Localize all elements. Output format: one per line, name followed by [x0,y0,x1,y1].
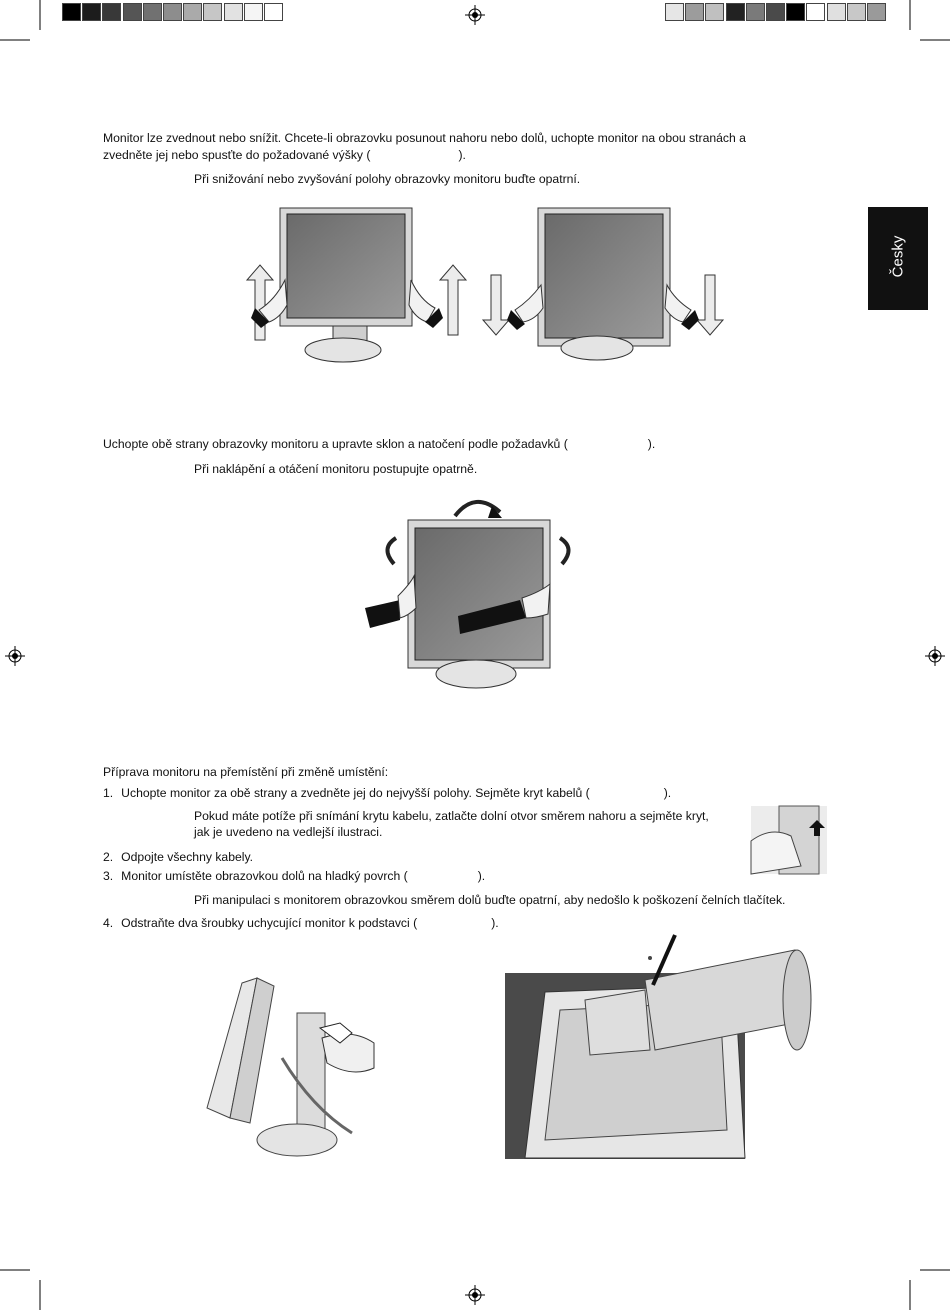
color-swatch [264,3,283,21]
tilt-caution: Při naklápění a otáčení monitoru postupujte opatrně. [194,462,478,476]
height-paragraph-line1: Monitor lze zvednout nebo snížit. Chcete-li obrazovku posunout nahoru nebo dolů, uchopte monitor na obou stranách a [103,131,746,145]
tilt-paragraph: Uchopte obě strany obrazovky monitoru a upravte sklon a natočení podle požadavků ( ). [103,437,656,451]
remove-step-2: 2. Odpojte všechny kabely. [103,850,254,864]
color-swatch [746,3,765,21]
color-swatch [685,3,704,21]
color-swatch [102,3,121,21]
color-swatch [705,3,724,21]
color-swatch [183,3,202,21]
color-swatch [786,3,805,21]
color-swatch [806,3,825,21]
color-swatch [82,3,101,21]
color-swatch [123,3,142,21]
cable-cover-removal-illustration [202,968,374,1158]
remove-note-1-line2: jak je uvedeno na vedlejší ilustraci. [194,825,383,839]
remove-note-3: Při manipulaci s monitorem obrazovkou směrem dolů buďte opatrní, aby nedošlo k poškození čelních tlačítek. [194,893,786,907]
color-swatch [163,3,182,21]
remove-note-1-line1: Pokud máte potíže při snímání krytu kabelu, zatlačte dolní otvor směrem nahoru a sejměte kryt, [194,809,709,823]
color-swatch [143,3,162,21]
language-tab-label: Česky [889,235,907,278]
color-swatch [62,3,81,21]
remove-intro: Příprava monitoru na přemístění při změně umístění: [103,765,389,779]
tilt-swivel-illustration [360,488,590,693]
screw-removal-illustration [505,930,817,1160]
raise-lower-illustration [225,200,725,375]
color-swatch [827,3,846,21]
height-caution: Při snižování nebo zvyšování polohy obrazovky monitoru buďte opatrní. [194,172,581,186]
color-swatch [224,3,243,21]
height-paragraph-line2: zvedněte jej nebo spusťte do požadované výšky ( ). [103,148,466,162]
language-tab [868,207,928,310]
color-swatch [867,3,886,21]
cable-cover-thumbnail [751,806,827,874]
registration-mark-bottom [465,1285,485,1305]
color-swatch [726,3,745,21]
color-swatch [244,3,263,21]
registration-mark-left [5,646,25,666]
remove-step-1: 1. Uchopte monitor za obě strany a zvedněte jej do nejvyšší polohy. Sejměte kryt kabelů ( ). [103,786,672,800]
color-swatch [766,3,785,21]
color-swatch [665,3,684,21]
color-swatch [203,3,222,21]
registration-mark-right [925,646,945,666]
remove-step-3: 3. Monitor umístěte obrazovkou dolů na hladký povrch ( ). [103,869,486,883]
color-swatch [847,3,866,21]
remove-step-4: 4. Odstraňte dva šroubky uchycující monitor k podstavci ( ). [103,916,499,930]
registration-mark-top [465,5,485,25]
